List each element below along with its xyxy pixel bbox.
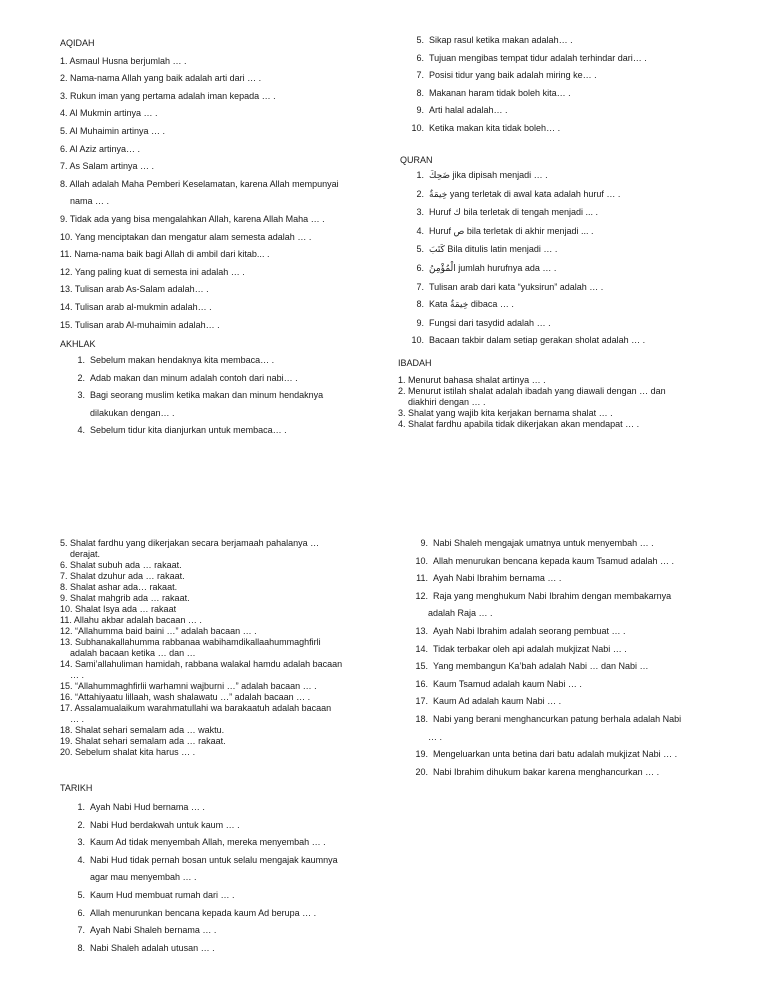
akhlak-item <box>60 422 380 440</box>
tarikh-item <box>60 817 380 835</box>
ibadah-item: 1. Menurut bahasa shalat artinya … . <box>398 375 546 385</box>
item-number: 5. <box>416 244 424 255</box>
item-number: 7. <box>416 281 424 292</box>
item-number: 17. <box>415 696 428 707</box>
ibadah-item: 19. Shalat sehari semalam ada … rakaat. <box>60 736 226 746</box>
aqidah-item: 7. As Salam artinya … . <box>60 161 155 172</box>
item-text: Nabi Shaleh mengajak umatnya untuk menyembah … . <box>433 538 654 548</box>
akhlak-item <box>400 102 720 120</box>
ibadah-item: 18. Shalat sehari semalam ada … waktu. <box>60 725 225 735</box>
item-text: dibaca … . <box>468 299 514 310</box>
item-text-prefix: Huruf <box>429 225 454 236</box>
aqidah-item: 9. Tidak ada yang bisa mengalahkan Allah, karena Allah Maha … . <box>60 213 325 224</box>
akhlak-item <box>60 352 380 370</box>
item-text: yang terletak di awal kata adalah huruf … . <box>447 188 621 199</box>
tarikh-list <box>60 799 380 957</box>
quran-item <box>400 296 720 315</box>
item-number: 2. <box>77 819 85 830</box>
item-number: 6. <box>416 262 424 273</box>
ibadah-item: 17. Assalamualaikum warahmatullahi wa barakaatuh adalah bacaan <box>60 703 332 713</box>
aqidah-heading: AQIDAH <box>60 38 95 48</box>
item-text: Ayah Nabi Hud bernama … . <box>90 802 205 812</box>
item-number: 8. <box>416 299 424 310</box>
item-number: 10. <box>415 555 428 566</box>
ibadah-item: 15. “Allahummaghfirlii warhamni wajburni …” adalah bacaan … . <box>60 681 317 691</box>
tarikh-item <box>60 834 380 852</box>
tarikh-item-continuation: … . <box>428 731 443 742</box>
item-text: Tidak terbakar oleh api adalah mukjizat Nabi … . <box>433 643 627 654</box>
item-number: 15. <box>415 661 428 672</box>
item-text: Ayah Nabi Ibrahim adalah seorang pembuat … . <box>433 625 626 636</box>
arabic-word: خِيمَةٌ <box>450 300 469 311</box>
tarikh-item-continuation: adalah Raja … . <box>428 608 493 619</box>
item-text: Nabi yang berani menghancurkan patung berhala adalah Nabi <box>433 713 682 724</box>
item-text: jika dipisah menjadi … . <box>450 170 548 180</box>
akhlak-heading: AKHLAK <box>60 339 96 349</box>
arabic-word: كَتَبَ <box>429 245 445 256</box>
item-text: Kaum Ad adalah kaum Nabi … . <box>433 696 562 707</box>
item-text: Tulisan arab dari kata “yuksirun” adalah … . <box>429 281 604 292</box>
ibadah-item: 11. Allahu akbar adalah bacaan … . <box>60 615 202 625</box>
tarikh-item <box>400 693 735 711</box>
item-number: 4. <box>416 225 424 236</box>
aqidah-item: 6. Al Aziz artinya… . <box>60 143 141 154</box>
item-text: Arti halal adalah… . <box>429 105 508 116</box>
item-text: Tujuan mengibas tempat tidur adalah terhindar dari… . <box>429 52 647 63</box>
tarikh-heading: TARIKH <box>60 783 93 793</box>
aqidah-item: 4. Al Mukmin artinya … . <box>60 108 158 119</box>
ibadah-section <box>398 357 728 430</box>
arabic-letter: ك <box>453 208 461 219</box>
tarikh-item <box>400 764 735 782</box>
ibadah-item: 16. “Attahiyaatu lillaah, wash shalawatu …” adalah bacaan … . <box>60 692 311 702</box>
ibadah-item: 14. Sami’allahuliman hamidah, rabbana walakal hamdu adalah bacaan <box>60 659 343 669</box>
aqidah-item: 10. Yang menciptakan dan mengatur alam semesta adalah … . <box>60 231 312 242</box>
item-text: Bagi seorang muslim ketika makan dan minum hendaknya <box>90 390 324 401</box>
tarikh-item <box>400 623 735 641</box>
tarikh-item <box>400 746 735 764</box>
item-text: Raja yang menghukum Nabi Ibrahim dengan membakarnya <box>433 590 672 601</box>
akhlak-item <box>400 67 720 85</box>
ibadah-item: 12. “Allahumma baid baini …” adalah bacaan … . <box>60 626 257 636</box>
item-text: Sikap rasul ketika makan adalah… . <box>429 35 573 45</box>
akhlak-item <box>400 85 720 103</box>
akhlak-item <box>400 50 720 68</box>
tarikh-item <box>60 940 380 958</box>
item-text: Mengeluarkan unta betina dari batu adalah mukjizat Nabi … . <box>433 749 678 760</box>
item-number: 10. <box>411 335 424 346</box>
ibadah-item: 2. Menurut istilah shalat adalah ibadah yang diawali dengan … dan <box>398 386 666 396</box>
item-number: 8. <box>77 942 85 953</box>
item-number: 18. <box>415 713 428 724</box>
item-text-prefix: Kata <box>429 299 451 310</box>
ibadah-item: 7. Shalat dzuhur ada … rakaat. <box>60 571 185 581</box>
arabic-letter: ص <box>453 226 465 237</box>
quran-item <box>400 241 720 260</box>
item-text: Nabi Shaleh adalah utusan … . <box>90 942 215 953</box>
item-text: Kaum Tsamud adalah kaum Nabi … . <box>433 678 582 689</box>
aqidah-item: 3. Rukun iman yang pertama adalah iman kepada … . <box>60 90 276 101</box>
item-text: Nabi Ibrahim dihukum bakar karena menghancurkan … . <box>433 766 660 777</box>
quran-item <box>400 186 720 205</box>
ibadah-item: 3. Shalat yang wajib kita kerjakan bernama shalat … . <box>398 408 613 418</box>
item-text: Posisi tidur yang baik adalah miring ke… . <box>429 70 597 81</box>
item-text: Bila ditulis latin menjadi … . <box>444 244 558 255</box>
item-text: Allah menurunkan bencana kepada kaum Ad berupa … . <box>90 907 317 918</box>
item-number: 4. <box>77 425 85 436</box>
item-number: 5. <box>416 35 424 45</box>
aqidah-item: 8. Allah adalah Maha Pemberi Keselamatan, karena Allah mempunyai <box>60 178 339 189</box>
item-number: 1. <box>77 355 85 365</box>
arabic-word: ضَحِكَ <box>429 171 451 181</box>
tarikh-item <box>400 553 735 571</box>
item-number: 5. <box>77 889 85 900</box>
item-number: 1. <box>416 170 424 180</box>
item-text: bila terletak di akhir menjadi ... . <box>464 225 594 236</box>
tarikh-section <box>60 782 380 957</box>
item-text: Nabi Hud berdakwah untuk kaum … . <box>90 819 240 830</box>
quran-item <box>400 167 720 186</box>
tarikh-item-continuation: agar mau menyembah … . <box>90 872 197 883</box>
ibadah-item: 4. Shalat fardhu apabila tidak dikerjakan akan mendapat … . <box>398 419 640 429</box>
akhlak-item <box>60 387 380 405</box>
tarikh-item <box>400 676 735 694</box>
item-number: 8. <box>416 87 424 98</box>
ibadah-item: 6. Shalat subuh ada … rakaat. <box>60 560 182 570</box>
aqidah-item: 12. Yang paling kuat di semesta ini adalah … . <box>60 266 245 277</box>
quran-item <box>400 315 720 333</box>
quran-item <box>400 223 720 242</box>
ibadah-item-continuation: … . <box>70 714 85 724</box>
quran-item <box>400 279 720 297</box>
ibadah-heading: IBADAH <box>398 358 432 368</box>
aqidah-item: 13. Tulisan arab As-Salam adalah… . <box>60 284 209 295</box>
item-number: 10. <box>411 122 424 133</box>
tarikh-continued-list <box>400 535 735 781</box>
ibadah-item-continuation: diakhiri dengan … . <box>408 397 486 407</box>
item-number: 3. <box>77 390 85 401</box>
item-number: 2. <box>416 188 424 199</box>
item-text: Ayah Nabi Shaleh bernama … . <box>90 925 217 936</box>
item-text: Kaum Hud membuat rumah dari … . <box>90 889 235 900</box>
item-text: Makanan haram tidak boleh kita… . <box>429 87 571 98</box>
ibadah-item: 8. Shalat ashar ada… rakaat. <box>60 582 178 592</box>
item-text: Sebelum tidur kita dianjurkan untuk membaca… . <box>90 425 287 436</box>
akhlak-item-continuation: dilakukan dengan… . <box>90 407 175 418</box>
quran-item <box>400 204 720 223</box>
quran-list <box>400 167 720 350</box>
quran-item <box>400 260 720 279</box>
item-text: Bacaan takbir dalam setiap gerakan sholat adalah … . <box>429 335 646 346</box>
item-text: Ketika makan kita tidak boleh… . <box>429 122 561 133</box>
item-number: 6. <box>416 52 424 63</box>
item-text: Allah menurukan bencana kepada kaum Tsamud adalah … . <box>433 555 674 566</box>
ibadah-item: 9. Shalat mahgrib ada … rakaat. <box>60 593 190 603</box>
tarikh-item <box>400 641 735 659</box>
aqidah-item: 5. Al Muhaimin artinya … . <box>60 125 166 136</box>
quran-heading: QURAN <box>400 155 433 165</box>
item-text-prefix: Huruf <box>429 207 454 218</box>
tarikh-item <box>400 588 735 606</box>
item-number: 7. <box>77 925 85 936</box>
tarikh-item <box>60 799 380 817</box>
tarikh-item <box>400 570 735 588</box>
item-number: 3. <box>416 207 424 218</box>
item-number: 16. <box>415 678 428 689</box>
tarikh-item <box>60 905 380 923</box>
akhlak-item <box>400 32 720 50</box>
item-number: 13. <box>415 625 428 636</box>
ibadah-item: 5. Shalat fardhu yang dikerjakan secara berjamaah pahalanya … <box>60 538 320 548</box>
item-text: Yang membangun Ka’bah adalah Nabi … dan Nabi … <box>433 661 649 672</box>
tarikh-item <box>400 711 735 729</box>
ibadah-item-continuation: adalah bacaan ketika … dan … <box>70 648 196 658</box>
ibadah-item: 10. Shalat Isya ada … rakaat <box>60 604 177 614</box>
aqidah-section <box>60 35 380 334</box>
item-number: 9. <box>420 538 428 548</box>
arabic-word: خِيمَةٌ <box>429 189 448 200</box>
akhlak-item <box>400 120 720 138</box>
item-number: 11. <box>416 573 428 584</box>
item-number: 3. <box>77 837 85 848</box>
item-number: 12. <box>415 590 428 601</box>
item-number: 7. <box>416 70 424 81</box>
item-number: 19. <box>415 749 428 760</box>
aqidah-item: 1. Asmaul Husna berjumlah … . <box>60 55 187 66</box>
ibadah-item-continuation: … . <box>70 670 85 680</box>
ibadah-item: 20. Sebelum shalat kita harus … . <box>60 747 196 757</box>
item-text: Adab makan dan minum adalah contoh dari nabi… . <box>90 372 298 383</box>
item-text: bila terletak di tengah menjadi ... . <box>460 207 599 218</box>
quran-section <box>400 154 720 350</box>
item-number: 1. <box>77 802 85 812</box>
item-number: 9. <box>416 105 424 116</box>
aqidah-item: 11. Nama-nama baik bagi Allah di ambil dari kitab... . <box>60 249 270 260</box>
tarikh-item <box>400 535 735 553</box>
aqidah-item: 15. Tulisan arab Al-muhaimin adalah… . <box>60 319 220 330</box>
akhlak-item <box>60 370 380 388</box>
item-text: Nabi Hud tidak pernah bosan untuk selalu mengajak kaumnya <box>90 854 338 865</box>
item-text: Kaum Ad tidak menyembah Allah, mereka menyembah … . <box>90 837 326 848</box>
quran-item <box>400 332 720 350</box>
tarikh-item <box>60 852 380 870</box>
aqidah-item: 2. Nama-nama Allah yang baik adalah arti dari … . <box>60 73 262 84</box>
item-text: Fungsi dari tasydid adalah … . <box>429 317 551 328</box>
aqidah-item: 14. Tulisan arab al-mukmin adalah… . <box>60 301 212 312</box>
ibadah-item: 13. Subhanakallahumma rabbanaa wabihamdikallaahummaghfirli <box>60 637 321 647</box>
item-text: Sebelum makan hendaknya kita membaca… . <box>90 355 275 365</box>
tarikh-item <box>60 922 380 940</box>
akhlak-continued-list <box>400 32 720 138</box>
item-text: Ayah Nabi Ibrahim bernama … . <box>433 573 562 584</box>
item-text: jumlah hurufnya ada … . <box>455 262 557 273</box>
item-number: 2. <box>77 372 85 383</box>
ibadah-continued-section <box>60 538 380 758</box>
item-number: 14. <box>415 643 428 654</box>
item-number: 20. <box>415 766 428 777</box>
tarikh-item <box>400 658 735 676</box>
arabic-word: الْمُؤْمِنُ <box>429 263 456 274</box>
tarikh-item <box>60 887 380 905</box>
item-number: 9. <box>416 317 424 328</box>
aqidah-item-continuation: nama … . <box>70 196 110 207</box>
item-number: 6. <box>77 907 85 918</box>
item-number: 4. <box>77 854 85 865</box>
ibadah-item-continuation: derajat. <box>70 549 101 559</box>
akhlak-section <box>60 338 380 440</box>
akhlak-list <box>60 352 380 440</box>
